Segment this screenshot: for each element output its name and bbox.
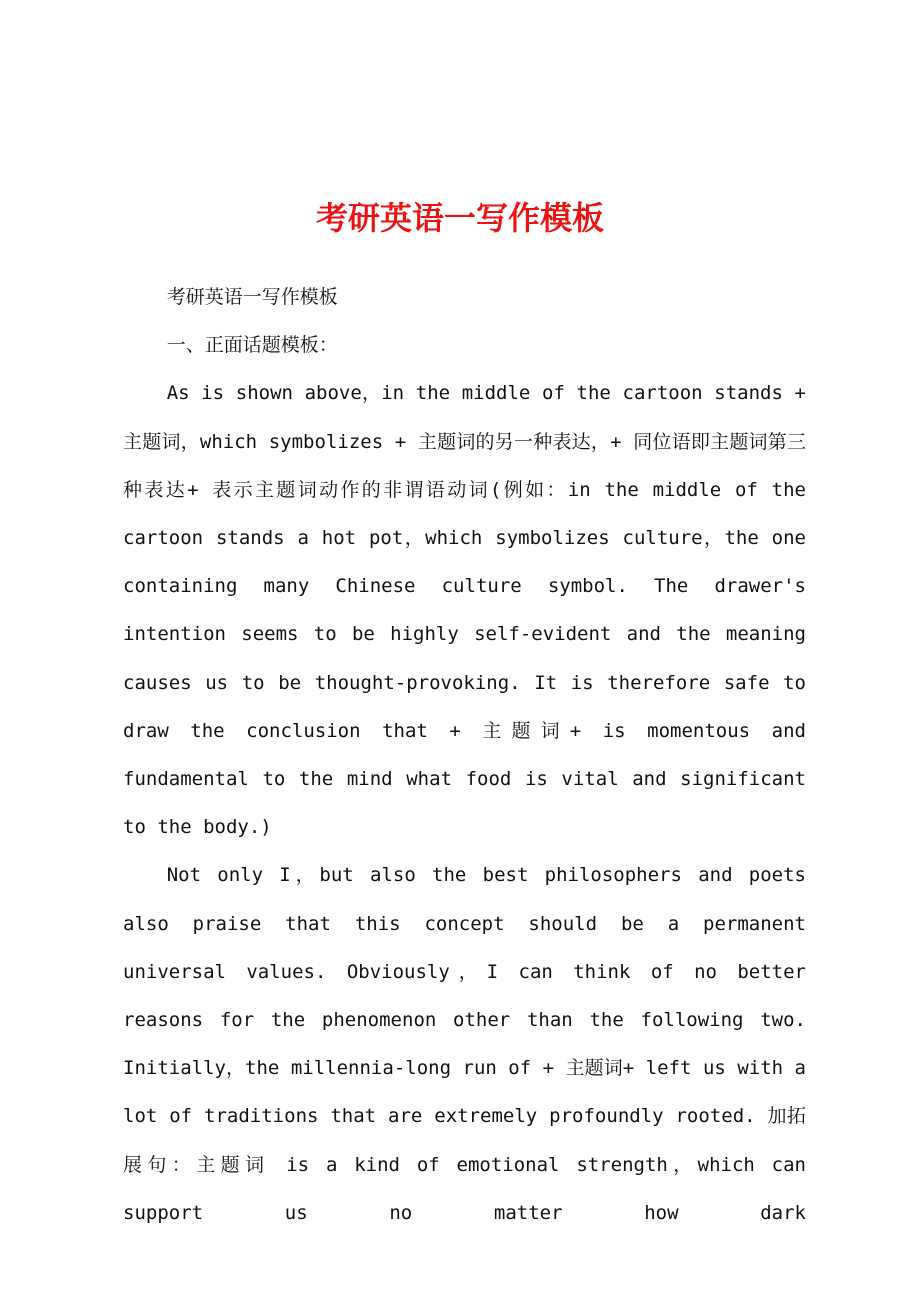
paragraph-2: Not only I，but also the best philosophers and poets also praise that this concept should be a permanent universal values. Obviously，I can think of no better reasons for the phenomenon other than the following two. Initially，the millennia-long run of + 主题词+ left us with a lot of traditions that are extremely profoundly rooted. 加拓展句：主题词 is a kind of emotional strength，which can support us no matter how dark	[123, 864, 806, 1224]
page-title: 考研英语一写作模板	[315, 199, 604, 237]
document-body	[123, 273, 806, 1237]
paragraph-1: As is shown above，in the middle of the cartoon stands + 主题词，which symbolizes + 主题词的另一种表达，+ 同位语即主题词第三种表达+ 表示主题词动作的非谓语动词(例如：in the middle of the cartoon stands a hot pot，which symbolizes culture，the one containing many Chinese culture symbol. The drawer's intention seems to be highly self-evident and the meaning causes us to be thought-provoking. It is therefore safe to draw the conclusion that + 主题词+ is momentous and fundamental to the mind what food is vital and significant to the body.)	[123, 382, 806, 839]
subtitle: 考研英语一写作模板	[166, 286, 338, 308]
section-heading: 一、正面话题模板：	[166, 334, 338, 357]
